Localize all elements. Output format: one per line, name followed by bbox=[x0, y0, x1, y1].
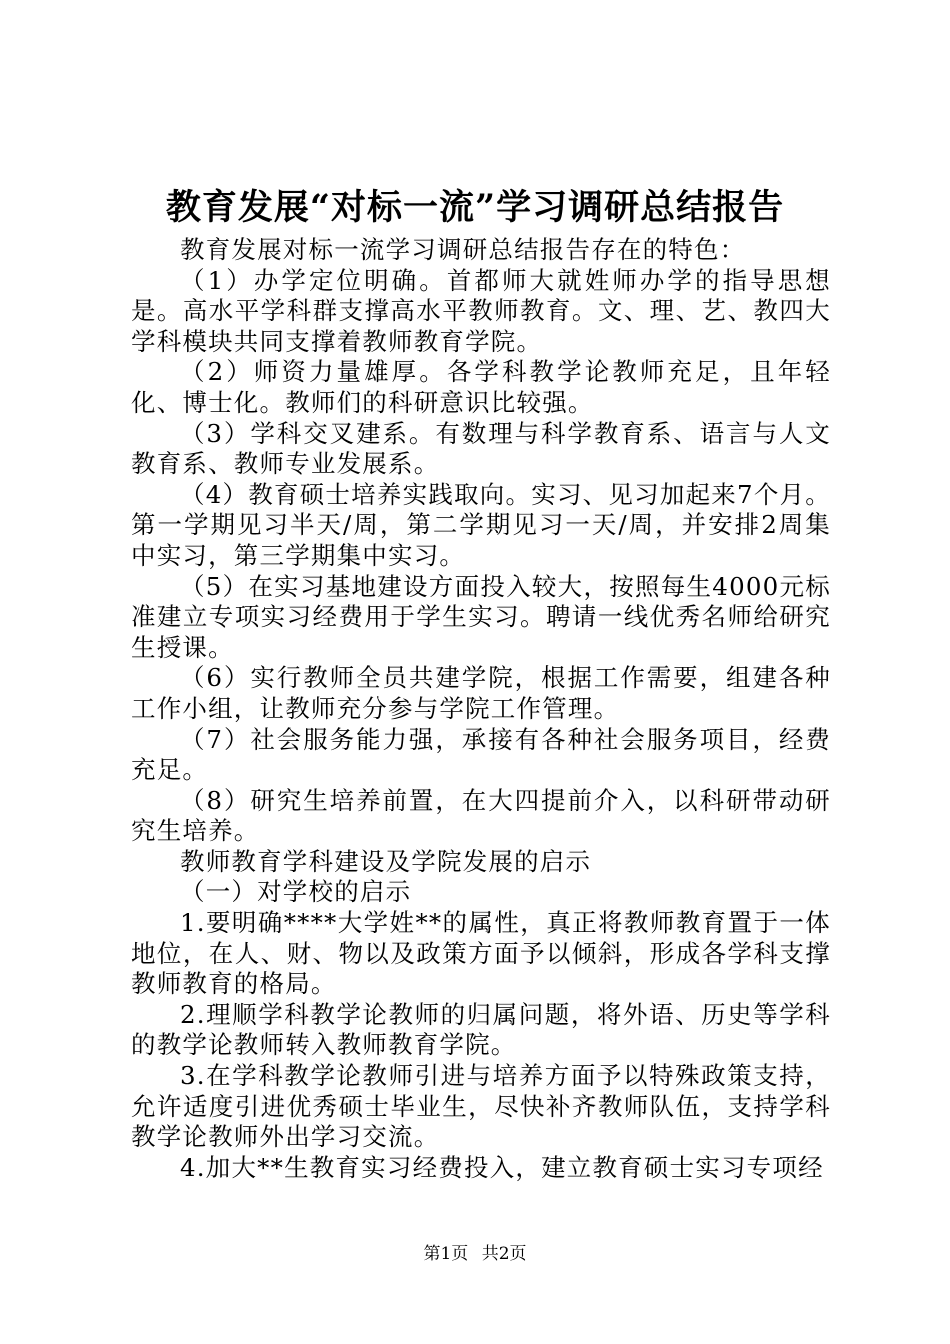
page-footer bbox=[0, 1243, 950, 1265]
paragraph-item-2: 2.理顺学科教学论教师的归属问题，将外语、历史等学科的教学论教师转入教师教育学院。 bbox=[131, 999, 831, 1060]
paragraph-feature-8: （8）研究生培养前置，在大四提前介入，以科研带动研究生培养。 bbox=[131, 785, 831, 846]
paragraph-feature-5: （5）在实习基地建设方面投入较大，按照每生4000元标准建立专项实习经费用于学生实习。聘请一线优秀名师给研究生授课。 bbox=[131, 571, 831, 662]
paragraph-feature-3: （3）学科交叉建系。有数理与科学教育系、语言与人文教育系、教师专业发展系。 bbox=[131, 418, 831, 479]
paragraph-feature-4: （4）教育硕士培养实践取向。实习、见习加起来7个月。第一学期见习半天/周，第二学期见习一天/周，并安排2周集中实习，第三学期集中实习。 bbox=[131, 479, 831, 570]
subsection-heading: （一）对学校的启示 bbox=[180, 877, 412, 907]
paragraph-intro: 教育发展对标一流学习调研总结报告存在的特色： bbox=[180, 235, 746, 264]
section-heading: 教师教育学科建设及学院发展的启示 bbox=[180, 846, 592, 876]
page-number: 第1页 bbox=[423, 1244, 469, 1264]
paragraph-feature-6: （6）实行教师全员共建学院，根据工作需要，组建各种工作小组，让教师充分参与学院工作管理。 bbox=[131, 663, 831, 723]
document-body bbox=[131, 235, 831, 1183]
paragraph-item-3: 3.在学科教学论教师引进与培养方面予以特殊政策支持，允许适度引进优秀硕士毕业生，尽快补齐教师队伍，支持学科教学论教师外出学习交流。 bbox=[131, 1061, 831, 1152]
document-title: 教育发展“对标一流”学习调研总结报告 bbox=[165, 187, 785, 228]
page-total: 共2页 bbox=[481, 1244, 527, 1264]
paragraph-feature-2: （2）师资力量雄厚。各学科教学论教师充足，且年轻化、博士化。教师们的科研意识比较强。 bbox=[131, 357, 831, 417]
paragraph-feature-1: （1）办学定位明确。首都师大就姓师办学的指导思想是。高水平学科群支撑高水平教师教育。文、理、艺、教四大学科模块共同支撑着教师教育学院。 bbox=[131, 265, 831, 356]
paragraph-item-1: 1.要明确****大学姓**的属性，真正将教师教育置于一体地位，在人、财、物以及政策方面予以倾斜，形成各学科支撑教师教育的格局。 bbox=[131, 908, 831, 999]
paragraph-feature-7: （7）社会服务能力强，承接有各种社会服务项目，经费充足。 bbox=[131, 724, 831, 785]
paragraph-item-4: 4.加大**生教育实习经费投入，建立教育硕士实习专项经 bbox=[180, 1152, 824, 1182]
